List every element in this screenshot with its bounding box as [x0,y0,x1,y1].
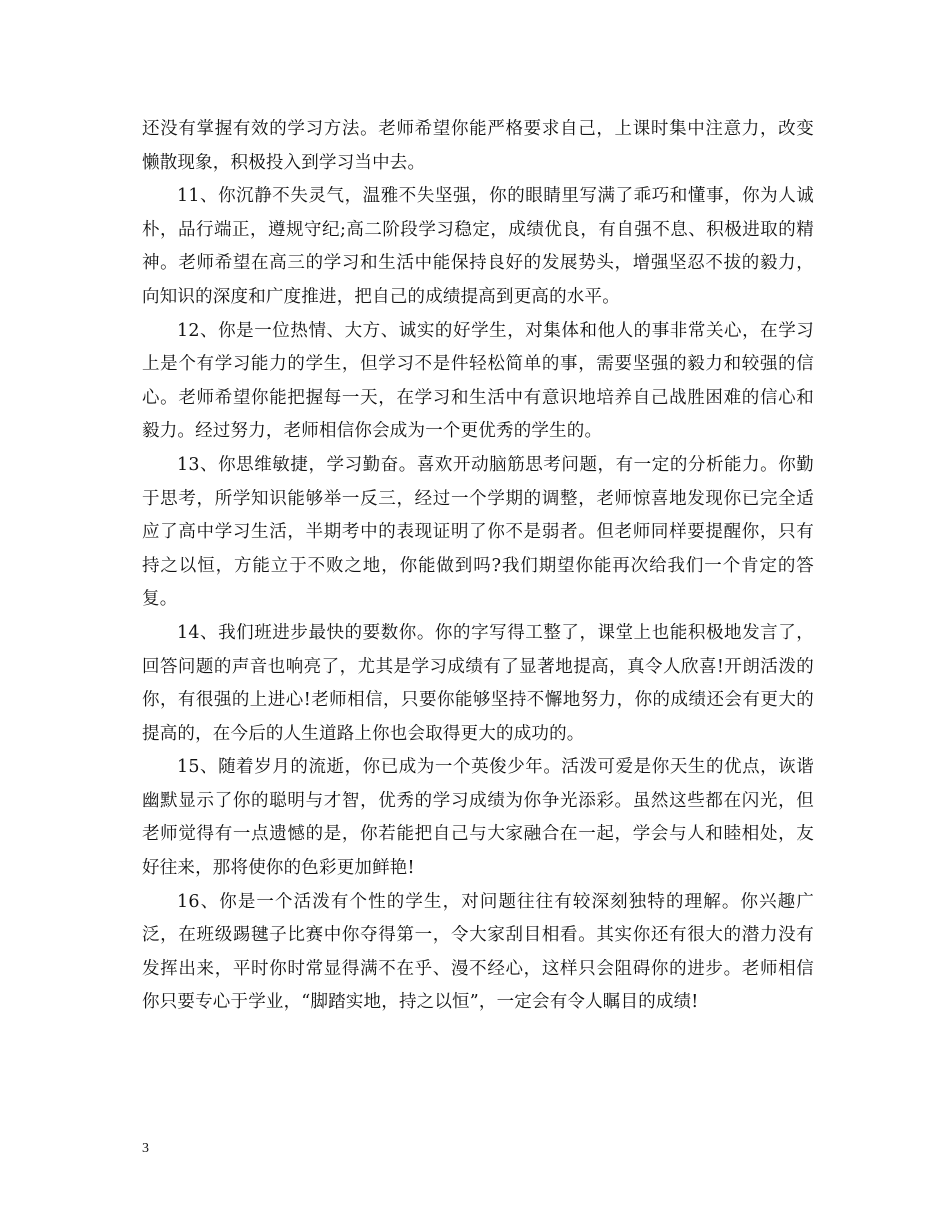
paragraph-comment-16: 16、你是一个活泼有个性的学生，对问题往往有较深刻独特的理解。你兴趣广泛，在班级踢毽子比赛中你夺得第一，令大家刮目相看。其实你还有很大的潜力没有发挥出来，平时你时常显得满不在乎、漫不经心，这样只会阻碍你的进步。老师相信你只要专心于学业，“脚踏实地，持之以恒”，一定会有令人瞩目的成绩! [142,891,814,1013]
page-number: 3 [142,1141,149,1156]
paragraph-comment-12: 12、你是一位热情、大方、诚实的好学生，对集体和他人的事非常关心，在学习上是个有学习能力的学生，但学习不是件轻松简单的事，需要坚强的毅力和较强的信心。老师希望你能把握每一天，在学习和生活中有意识地培养自己战胜困难的信心和毅力。经过努力，老师相信你会成为一个更优秀的学生的。 [142,320,814,442]
paragraph-comment-13: 13、你思维敏捷，学习勤奋。喜欢开动脑筋思考问题，有一定的分析能力。你勤于思考，所学知识能够举一反三，经过一个学期的调整，老师惊喜地发现你已完全适应了高中学习生活，半期考中的表现证明了你不是弱者。但老师同样要提醒你，只有持之以恒，方能立于不败之地，你能做到吗?我们期望你能再次给我们一个肯定的答复。 [142,454,814,610]
paragraph-comment-14: 14、我们班进步最快的要数你。你的字写得工整了，课堂上也能积极地发言了，回答问题的声音也响亮了，尤其是学习成绩有了显著地提高，真令人欣喜!开朗活泼的你，有很强的上进心!老师相信，只要你能够坚持不懈地努力，你的成绩还会有更大的提高的，在今后的人生道路上你也会取得更大的成功的。 [142,622,814,744]
paragraph-comment-15: 15、随着岁月的流逝，你已成为一个英俊少年。活泼可爱是你天生的优点，诙谐幽默显示了你的聪明与才智，优秀的学习成绩为你争光添彩。虽然这些都在闪光，但老师觉得有一点遗憾的是，你若能把自己与大家融合在一起，学会与人和睦相处，友好往来，那将使你的色彩更加鲜艳! [142,757,814,879]
paragraph-comment-11: 11、你沉静不失灵气，温雅不失坚强，你的眼睛里写满了乖巧和懂事，你为人诚朴，品行端正，遵规守纪;高二阶段学习稳定，成绩优良，有自强不息、积极进取的精神。老师希望在高三的学习和生活中能保持良好的发展势头，增强坚忍不拔的毅力，向知识的深度和广度推进，把自己的成绩提高到更高的水平。 [142,186,814,307]
paragraph-continuation: 还没有掌握有效的学习方法。老师希望你能严格要求自己，上课时集中注意力，改变懒散现象，积极投入到学习当中去。 [142,119,814,173]
document-body [142,113,814,1020]
